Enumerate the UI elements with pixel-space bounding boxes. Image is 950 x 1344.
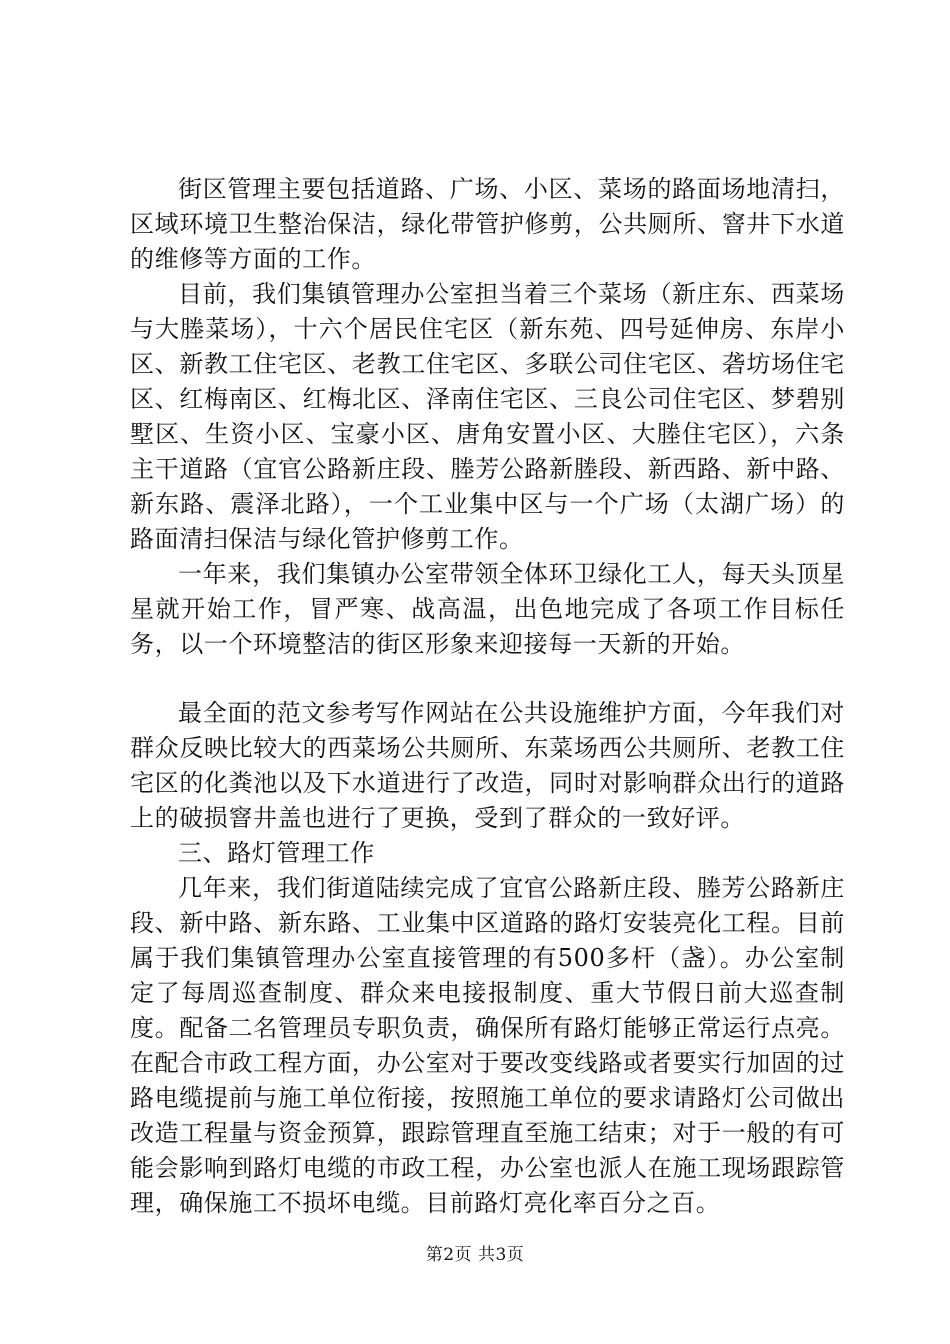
section-heading-streetlight: 三、路灯管理工作 (178, 839, 375, 867)
paragraph-current-scope: 目前，我们集镇管理办公室担当着三个菜场（新庄东、西菜场与大塍菜场），十六个居民住宅区（新东苑、四号延伸房、东岸小区、新教工住宅区、老教工住宅区、多联公司住宅区、砻坊场住宅区、红梅南区、红梅北区、泽南住宅区、三良公司住宅区、梦碧别墅区、生资小区、宝豪小区、唐角安置小区、大塍住宅区），六条主干道路（宜官公路新庄段、塍芳公路新塍段、新西路、新中路、新东路、震泽北路），一个工业集中区与一个广场（太湖广场）的路面清扫保洁与绿化管护修剪工作。 (130, 280, 845, 553)
paragraph-year-review: 一年来，我们集镇办公室带领全体环卫绿化工人，每天头顶星星就开始工作，冒严寒、战高温，出色地完成了各项工作目标任务，以一个环境整洁的街区形象来迎接每一天新的开始。 (130, 560, 845, 658)
paragraph-facility-maintenance: 最全面的范文参考写作网站在公共设施维护方面，今年我们对群众反映比较大的西菜场公共厕所、东菜场西公共厕所、老教工住宅区的化粪池以及下水道进行了改造，同时对影响群众出行的道路上的破损窨井盖也进行了更换，受到了群众的一致好评。 (130, 699, 845, 832)
paragraph-street-management: 街区管理主要包括道路、广场、小区、菜场的路面场地清扫，区域环境卫生整治保洁，绿化带管护修剪，公共厕所、窨井下水道的维修等方面的工作。 (130, 175, 845, 273)
document-body (130, 172, 845, 1221)
page-number-footer: 第2页 共3页 (425, 1245, 525, 1265)
paragraph-streetlight-management: 几年来，我们街道陆续完成了宜官公路新庄段、塍芳公路新庄段、新中路、新东路、工业集中区道路的路灯安装亮化工程。目前属于我们集镇管理办公室直接管理的有500多杆（盏）。办公室制定了每周巡查制度、群众来电接报制度、重大节假日前大巡查制度。配备二名管理员专职负责，确保所有路灯能够正常运行点亮。在配合市政工程方面，办公室对于要改变线路或者要实行加固的过路电缆提前与施工单位衔接，按照施工单位的要求请路灯公司做出改造工程量与资金预算，跟踪管理直至施工结束；对于一般的有可能会影响到路灯电缆的市政工程，办公室也派人在施工现场跟踪管理，确保施工不损坏电缆。目前路灯亮化率百分之百。 (130, 874, 845, 1217)
